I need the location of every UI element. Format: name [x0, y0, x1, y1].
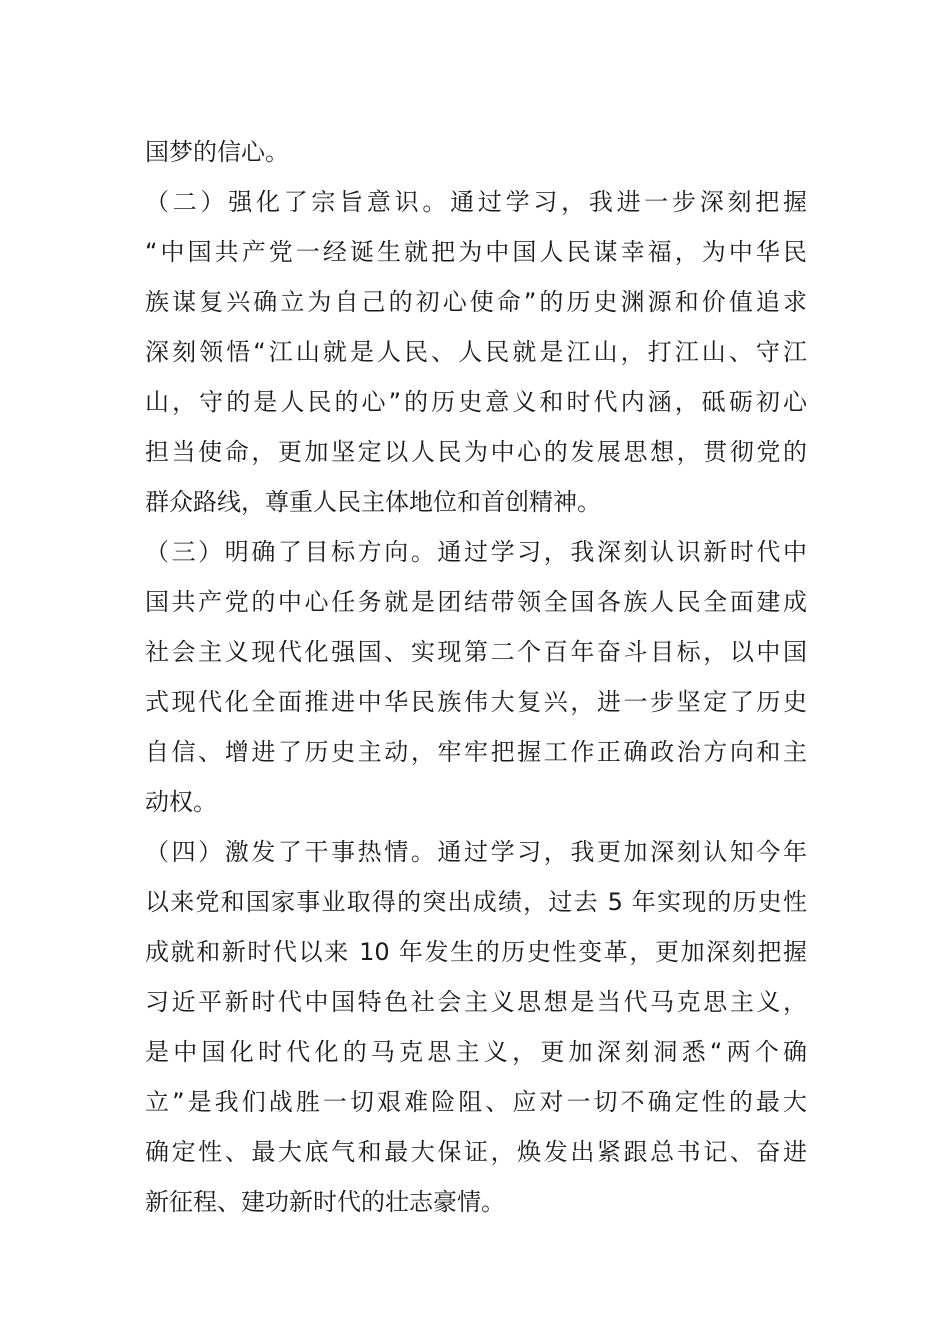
text-line: 动权。 [145, 788, 217, 816]
text-line: 习近平新时代中国特色社会主义思想是当代马克思主义， [145, 988, 807, 1016]
text-line: 社会主义现代化强国、实现第二个百年奋斗目标，以中国 [145, 638, 807, 666]
text-line: （二）强化了宗旨意识。通过学习，我进一步深刻把握 [145, 188, 807, 216]
text-line: 担当使命，更加坚定以人民为中心的发展思想，贯彻党的 [145, 438, 807, 466]
text-line: 新征程、建功新时代的壮志豪情。 [145, 1188, 505, 1216]
text-line: 国共产党的中心任务就是团结带领全国各族人民全面建成 [145, 588, 807, 616]
text-line: 族谋复兴确立为自己的初心使命”的历史渊源和价值追求 [145, 288, 807, 316]
text-line: 成就和新时代以来 10 年发生的历史性变革，更加深刻把握 [145, 938, 807, 966]
text-line: 深刻领悟“江山就是人民、人民就是江山，打江山、守江 [145, 338, 807, 366]
text-line: “中国共产党一经诞生就把为中国人民谋幸福，为中华民 [145, 238, 807, 266]
text-line: 群众路线，尊重人民主体地位和首创精神。 [145, 488, 601, 516]
text-line: 国梦的信心。 [145, 138, 289, 166]
text-line: 立”是我们战胜一切艰难险阻、应对一切不确定性的最大 [145, 1088, 807, 1116]
text-line: 确定性、最大底气和最大保证，焕发出紧跟总书记、奋进 [145, 1138, 807, 1166]
text-line: 自信、增进了历史主动，牢牢把握工作正确政治方向和主 [145, 738, 807, 766]
text-line: （三）明确了目标方向。通过学习，我深刻认识新时代中 [145, 538, 807, 566]
text-line: 式现代化全面推进中华民族伟大复兴，进一步坚定了历史 [145, 688, 807, 716]
text-line: 以来党和国家事业取得的突出成绩，过去 5 年实现的历史性 [145, 888, 807, 916]
text-line: （四）激发了干事热情。通过学习，我更加深刻认知今年 [145, 838, 807, 866]
text-line: 山，守的是人民的心”的历史意义和时代内涵，砥砺初心 [145, 388, 807, 416]
text-line: 是中国化时代化的马克思主义，更加深刻洞悉“两个确 [145, 1038, 807, 1066]
